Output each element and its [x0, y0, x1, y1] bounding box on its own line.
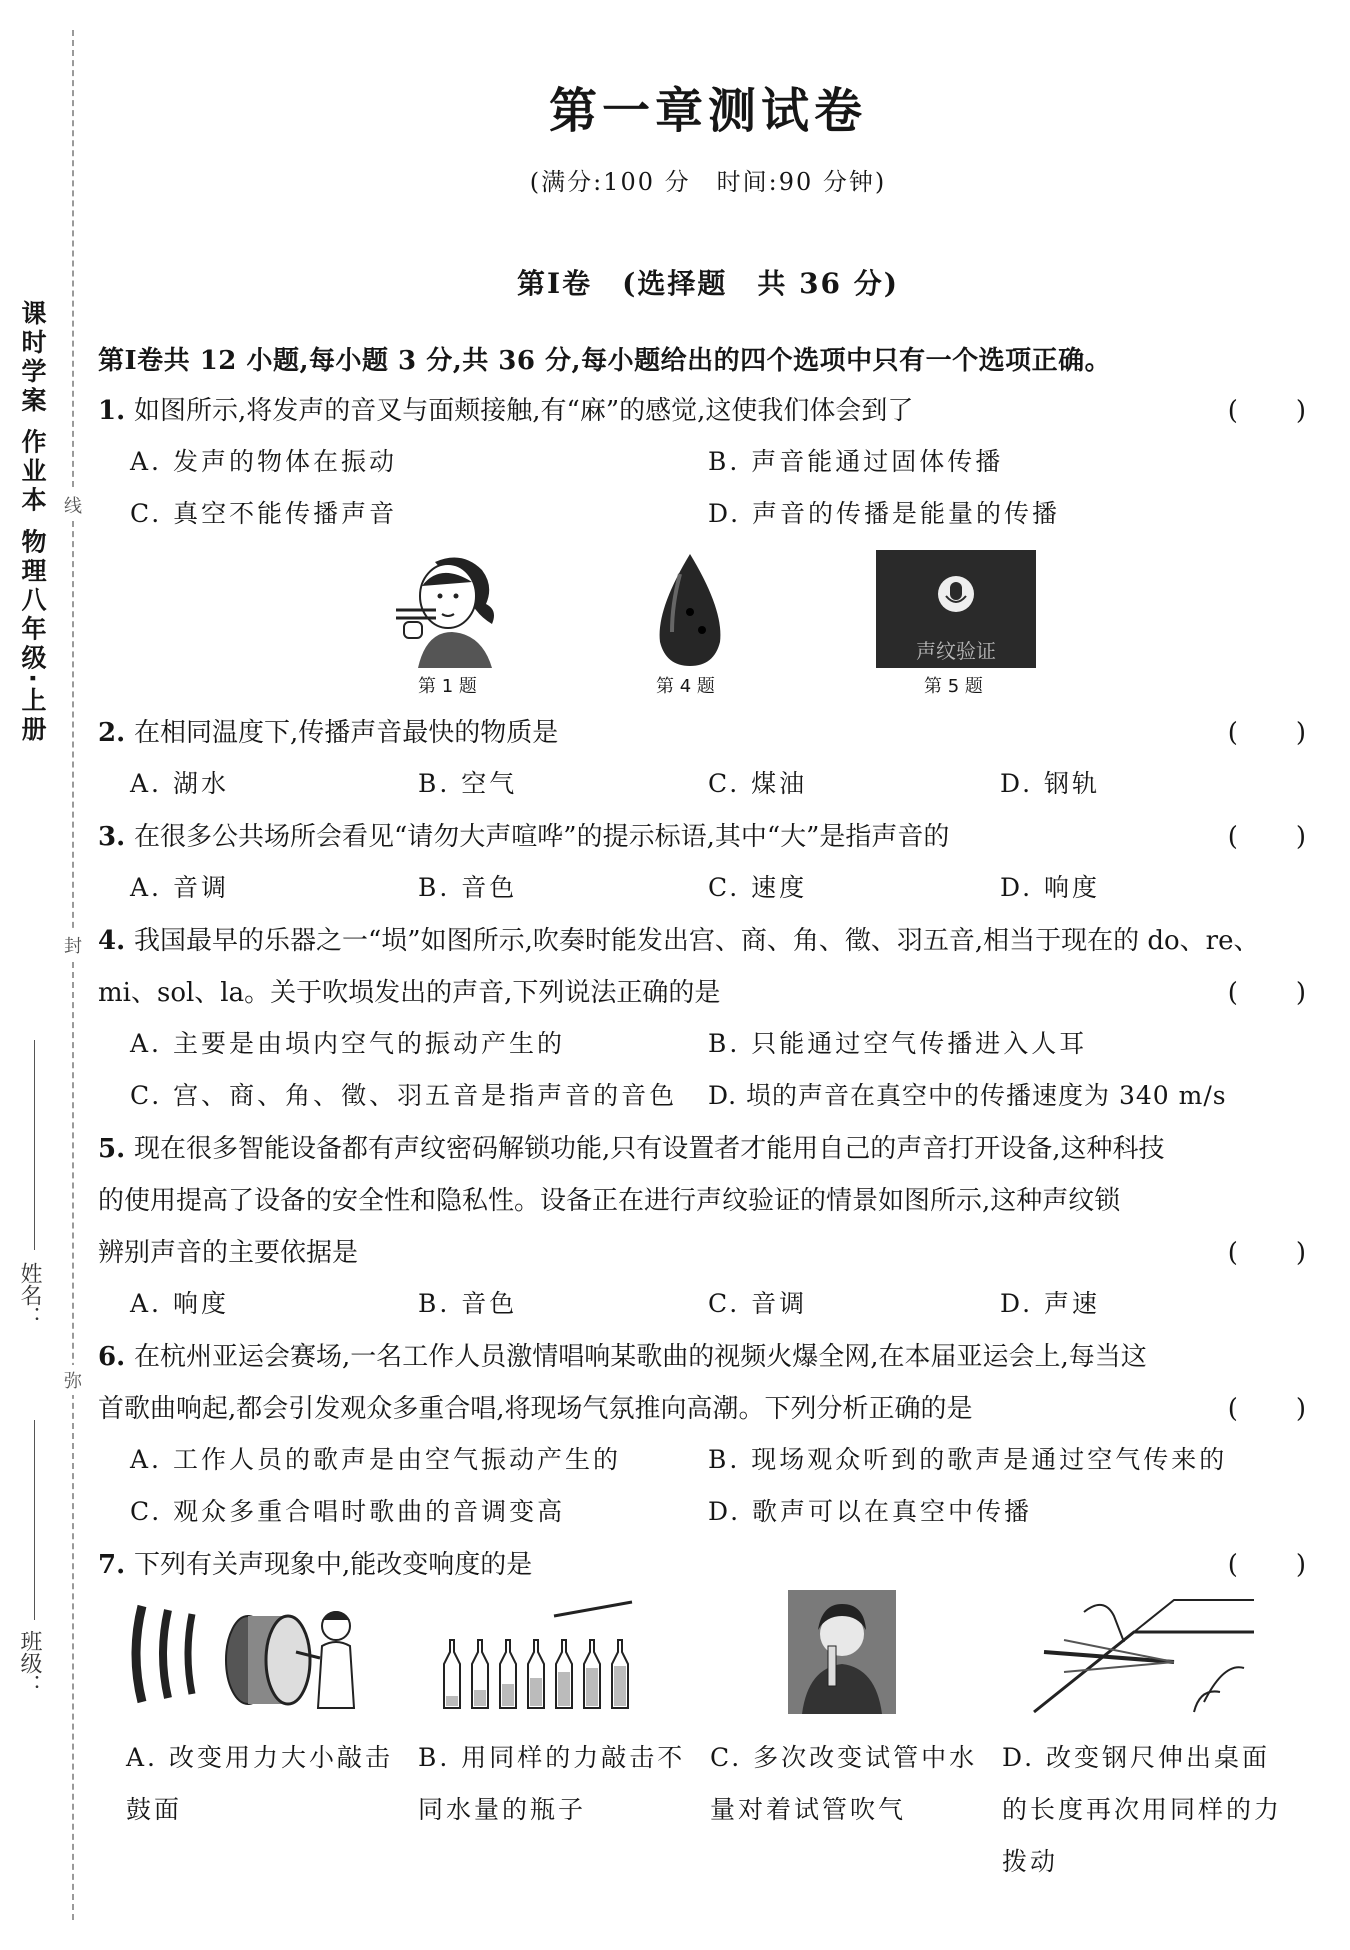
exam-page	[98, 0, 1318, 1950]
question-text: 首歌曲响起,都会引发观众多重合唱,将现场气氛推向高潮。下列分析正确的是	[98, 1394, 973, 1424]
q6-option-a[interactable]: A. 工作人员的歌声是由空气振动产生的	[130, 1445, 621, 1474]
section-instruction: 第Ⅰ卷共 12 小题,每小题 3 分,共 36 分,每小题给出的四个选项中只有一个选项正确。	[98, 346, 1112, 376]
question-4-cont	[98, 972, 1308, 1009]
girl-blowing-tube-figure	[788, 1590, 896, 1714]
question-5-cont	[98, 1180, 1308, 1217]
q6-option-d[interactable]: D. 歌声可以在真空中传播	[708, 1497, 1033, 1526]
q7-option-c[interactable]: C. 多次改变试管中水量对着试管吹气	[710, 1743, 978, 1824]
q5-option-b[interactable]: B. 音色	[418, 1289, 518, 1318]
question-number: 6.	[98, 1342, 126, 1372]
voiceprint-text: 声纹验证	[916, 639, 996, 663]
answer-bracket[interactable]: ( )	[1227, 396, 1308, 426]
q4-option-a[interactable]: A. 主要是由埙内空气的振动产生的	[130, 1029, 565, 1058]
question-3	[98, 816, 1308, 853]
caption-fig-4: 第 4 题	[656, 676, 715, 697]
cut-line	[72, 30, 74, 1920]
tuning-fork-girl-figure	[390, 552, 500, 670]
question-4	[98, 920, 1308, 957]
q2-option-c[interactable]: C. 煤油	[708, 769, 808, 798]
q2-option-b[interactable]: B. 空气	[418, 769, 518, 798]
q1-option-a[interactable]: A. 发声的物体在振动	[130, 447, 397, 476]
page-title: 第一章测试卷	[548, 83, 867, 139]
q3-option-d[interactable]: D. 响度	[1000, 873, 1101, 902]
q7-option-a[interactable]: A. 改变用力大小敲击鼓面	[126, 1743, 393, 1824]
question-text: mi、sol、la。关于吹埙发出的声音,下列说法正确的是	[98, 978, 721, 1008]
question-text: 下列有关声现象中,能改变响度的是	[134, 1550, 533, 1580]
q6-option-b[interactable]: B. 现场观众听到的歌声是通过空气传来的	[708, 1445, 1228, 1474]
question-text: 在杭州亚运会赛场,一名工作人员激情唱响某歌曲的视频火爆全网,在本届亚运会上,每当这	[134, 1342, 1147, 1372]
page-subtitle: (满分:100 分 时间:90 分钟)	[529, 168, 887, 196]
answer-bracket[interactable]: ( )	[1227, 1238, 1308, 1268]
question-number: 4.	[98, 926, 126, 956]
q4-option-d[interactable]: D. 埙的声音在真空中的传播速度为 340 m/s	[708, 1081, 1227, 1110]
question-number: 3.	[98, 822, 126, 852]
q1-option-b[interactable]: B. 声音能通过固体传播	[708, 447, 1004, 476]
q6-option-c[interactable]: C. 观众多重合唱时歌曲的音调变高	[130, 1497, 566, 1526]
book-title: 课时学案 作业本 物理八年级·上册	[18, 300, 47, 745]
drum-figure	[128, 1596, 368, 1714]
answer-bracket[interactable]: ( )	[1227, 1394, 1308, 1424]
answer-bracket[interactable]: ( )	[1227, 978, 1308, 1008]
question-number: 5.	[98, 1134, 126, 1164]
q1-option-c[interactable]: C. 真空不能传播声音	[130, 499, 398, 528]
bottles-figure	[436, 1596, 636, 1714]
q3-option-a[interactable]: A. 音调	[130, 873, 229, 902]
mark-mi: 弥	[58, 1365, 84, 1395]
question-7	[98, 1544, 1308, 1581]
q5-option-a[interactable]: A. 响度	[130, 1289, 229, 1318]
question-number: 2.	[98, 718, 126, 748]
q3-option-c[interactable]: C. 速度	[708, 873, 808, 902]
class-label: 班级：	[17, 1630, 42, 1696]
mark-feng: 封	[58, 930, 84, 960]
ruler-on-table-figure	[1024, 1592, 1254, 1716]
question-text: 的使用提高了设备的安全性和隐私性。设备正在进行声纹验证的情景如图所示,这种声纹锁	[98, 1186, 1121, 1216]
question-number: 7.	[98, 1550, 126, 1580]
answer-bracket[interactable]: ( )	[1227, 822, 1308, 852]
q5-option-d[interactable]: D. 声速	[1000, 1289, 1101, 1318]
question-number: 1.	[98, 396, 126, 426]
name-label: 姓名：	[17, 1262, 42, 1328]
mark-xian: 线	[58, 490, 84, 520]
question-text: 在相同温度下,传播声音最快的物质是	[134, 718, 559, 748]
question-5-cont2	[98, 1232, 1308, 1269]
question-6	[98, 1336, 1308, 1373]
question-text: 在很多公共场所会看见“请勿大声喧哗”的提示标语,其中“大”是指声音的	[134, 822, 950, 852]
class-blank	[34, 1420, 35, 1620]
q5-option-c[interactable]: C. 音调	[708, 1289, 808, 1318]
q3-option-b[interactable]: B. 音色	[418, 873, 518, 902]
q4-option-b[interactable]: B. 只能通过空气传播进入人耳	[708, 1029, 1088, 1058]
caption-fig-5: 第 5 题	[924, 676, 983, 697]
caption-fig-1: 第 1 题	[418, 676, 477, 697]
q1-option-d[interactable]: D. 声音的传播是能量的传播	[708, 499, 1061, 528]
question-text: 我国最早的乐器之一“埙”如图所示,吹奏时能发出宫、商、角、徵、羽五音,相当于现在的 do、re、	[134, 926, 1260, 956]
name-blank	[34, 1040, 35, 1250]
answer-bracket[interactable]: ( )	[1227, 718, 1308, 748]
binding-sidebar	[0, 0, 95, 1950]
q7-option-b[interactable]: B. 用同样的力敲击不同水量的瓶子	[418, 1743, 686, 1824]
q2-option-a[interactable]: A. 湖水	[130, 769, 229, 798]
question-text: 如图所示,将发声的音叉与面颊接触,有“麻”的感觉,这使我们体会到了	[134, 396, 914, 426]
voiceprint-device-figure	[876, 550, 1036, 668]
question-1	[98, 390, 1308, 427]
xun-instrument-figure	[650, 550, 730, 670]
question-text: 现在很多智能设备都有声纹密码解锁功能,只有设置者才能用自己的声音打开设备,这种科技	[134, 1134, 1165, 1164]
q2-option-d[interactable]: D. 钢轨	[1000, 769, 1101, 798]
q7-option-d[interactable]: D. 改变钢尺伸出桌面的长度再次用同样的力拨动	[1002, 1743, 1283, 1876]
question-2	[98, 712, 1308, 749]
q4-option-c[interactable]: C. 宫、商、角、徵、羽五音是指声音的音色	[130, 1081, 678, 1110]
answer-bracket[interactable]: ( )	[1227, 1550, 1308, 1580]
question-6-cont	[98, 1388, 1308, 1425]
question-5	[98, 1128, 1308, 1165]
question-text: 辨别声音的主要依据是	[98, 1238, 359, 1268]
section-title: 第Ⅰ卷 (选择题 共 36 分)	[516, 267, 900, 300]
